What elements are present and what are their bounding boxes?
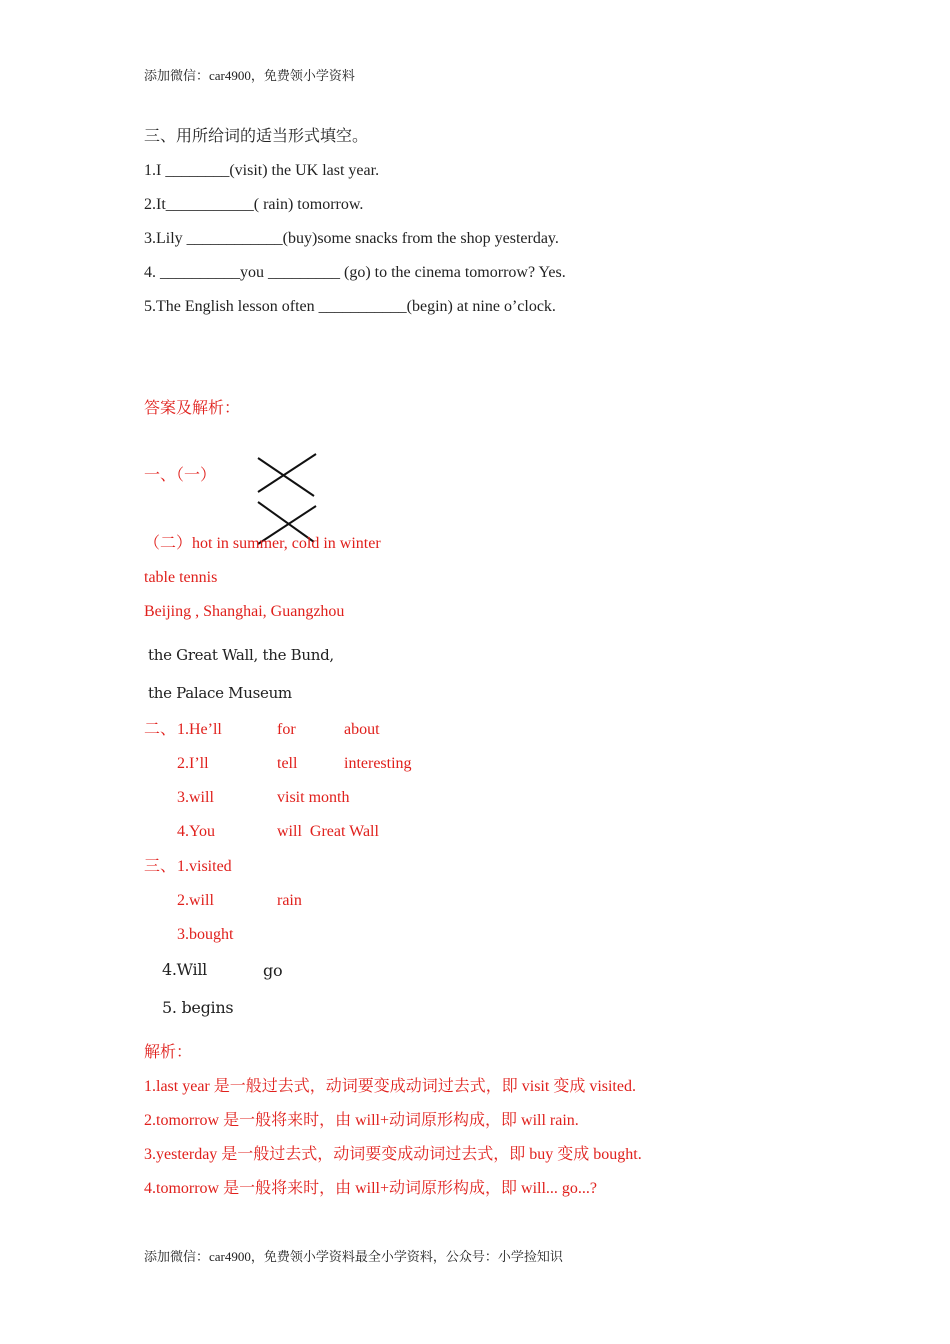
match-line [258,458,314,496]
exercise-item: 3.Lily ____________(buy)some snacks from the shop yesterday. [144,230,559,247]
answer-part1-c: table tennis [144,569,218,586]
page-header: 添加微信：car4900，免费领小学资料 [144,68,355,83]
analysis-item: 3.yesterday 是一般过去式，动词要变成动词过去式，即 buy 变成 bought. [144,1146,642,1163]
answer-cell: visit month [277,789,350,806]
answer-cell: 2.will [177,892,214,909]
answer-part1-b: （二）hot in summer, cold in winter [144,535,381,552]
analysis-item: 4.tomorrow 是一般将来时，由 will+动词原形构成，即 will... go...? [144,1180,598,1197]
exercise-item: 5.The English lesson often ___________(begin) at nine o’clock. [144,298,556,315]
answer-cell: 1.visited [177,858,232,875]
answer-cell: 1.He’ll [177,721,222,738]
scanned-answer: 4.Will [162,960,207,979]
answer-cell: rain [277,892,302,909]
analysis-item: 1.last year 是一般过去式，动词要变成动词过去式，即 visit 变成 visited. [144,1078,636,1095]
answer-cell: will Great Wall [277,823,379,840]
answers-title: 答案及解析： [144,400,241,417]
answer-part2-label: 二、 [144,721,177,738]
match-line [258,454,316,492]
exercise-item: 1.I ________(visit) the UK last year. [144,162,380,179]
answer-cell: 4.You [177,823,215,840]
answer-cell: tell [277,755,298,772]
page-footer: 添加微信：car4900，免费领小学资料最全小学资料，公众号：小学捡知识 [144,1249,563,1264]
scanned-answer: go [263,961,283,980]
scanned-answer: the Great Wall, the Bund, [148,646,334,664]
answer-cell: for [277,721,296,738]
scanned-answer: the Palace Museum [148,684,292,702]
answer-part1-d: Beijing , Shanghai, Guangzhou [144,603,345,620]
scanned-answer: 5. begins [162,998,234,1017]
analysis-title: 解析： [144,1044,193,1061]
answer-cell: interesting [344,755,412,772]
answer-cell: 3.bought [177,926,234,943]
exercise-item: 4. __________you _________ (go) to the cinema tomorrow? Yes. [144,264,566,281]
answer-part1-label: 一、（一） [144,467,217,484]
answer-cell: 3.will [177,789,214,806]
answer-cell: about [344,721,380,738]
section-title: 三、用所给词的适当形式填空。 [144,128,369,145]
exercise-item: 2.It___________( rain) tomorrow. [144,196,364,213]
answer-cell: 2.I’ll [177,755,209,772]
analysis-item: 2.tomorrow 是一般将来时，由 will+动词原形构成，即 will rain. [144,1112,579,1129]
answer-part3-label: 三、 [144,858,177,875]
